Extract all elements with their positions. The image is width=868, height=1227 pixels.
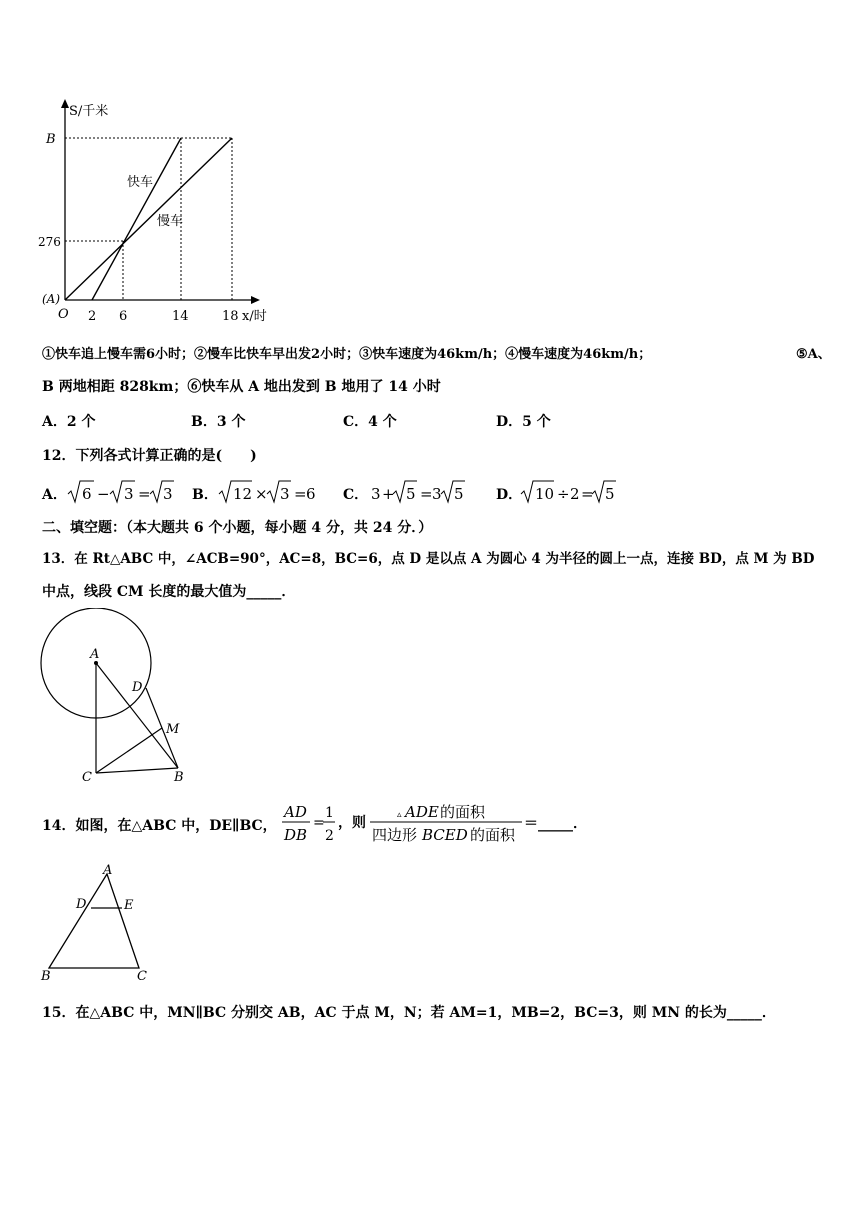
label-A: (A) bbox=[42, 292, 61, 306]
x-tick-6: 6 bbox=[119, 309, 128, 324]
q14-frac-den: DB bbox=[284, 826, 308, 844]
q12-expr-d-rad2: 5 bbox=[605, 485, 615, 503]
q12-expr-a bbox=[66, 478, 176, 506]
label-276: 276 bbox=[38, 235, 61, 249]
q12-label-d: D． bbox=[496, 487, 523, 503]
triangle-ABC bbox=[49, 874, 139, 968]
distance-time-graph bbox=[30, 95, 290, 335]
q12-expr-c-num: 3 bbox=[371, 485, 381, 503]
q14-ratio-num-text: 的面积 bbox=[440, 803, 486, 821]
section-2-heading: 二、填空题：（本大题共 6 个小题，每小题 4 分，共 24 分．） bbox=[42, 520, 433, 536]
label-B14: B bbox=[41, 969, 51, 984]
q14-ratio-num-var: ADE bbox=[405, 803, 439, 821]
q14-suffix: ＝_____． bbox=[524, 816, 587, 832]
q13-line2: 中点，线段 CM 长度的最大值为_____． bbox=[42, 584, 296, 600]
q11-option-c: C．4 个 bbox=[343, 414, 397, 430]
x-tick-2: 2 bbox=[88, 309, 97, 324]
x-axis-arrow bbox=[251, 296, 260, 304]
x-axis-label: x/时 bbox=[242, 309, 267, 324]
q11-statement5-start: ⑤A、 bbox=[796, 347, 831, 362]
q12-expr-a-minus: − bbox=[97, 485, 110, 503]
segment-CM bbox=[96, 728, 162, 773]
segment-CB bbox=[96, 768, 178, 773]
q12-expr-d bbox=[519, 478, 619, 506]
slow-car-label: 慢车 bbox=[157, 214, 184, 229]
q12-expr-b-result: 6 bbox=[306, 485, 316, 503]
label-B13: B bbox=[174, 770, 184, 785]
q12-expr-b-times: × bbox=[255, 485, 268, 503]
label-C14: C bbox=[137, 969, 147, 984]
q12-expr-c-rad2: 5 bbox=[454, 485, 464, 503]
q12-expr-d-rad1: 10 bbox=[535, 485, 555, 503]
q11-statements-line2: B 两地相距 828km；⑥快车从 A 地出发到 B 地用了 14 小时 bbox=[42, 379, 441, 395]
q12-expr-b-rad1: 12 bbox=[233, 485, 253, 503]
q12-expr-a-rad2: 3 bbox=[124, 485, 134, 503]
label-A13: A bbox=[90, 647, 100, 662]
y-axis-label: S/千米 bbox=[69, 104, 109, 119]
q14-then: ，则 bbox=[338, 815, 366, 831]
x-tick-14: 14 bbox=[172, 309, 189, 324]
q12-expr-c-eq: = bbox=[420, 485, 433, 503]
q12-label-b: B． bbox=[192, 487, 218, 503]
q12-expr-d-eq: = bbox=[581, 485, 594, 503]
q14-frac-num: AD bbox=[284, 803, 307, 821]
q14-half-den: 2 bbox=[325, 828, 334, 844]
q11-statements-line1: ①快车追上慢车需6小时；②慢车比快车早出发2小时；③快车速度为46km/h；④慢车速度为46km/h； bbox=[42, 347, 652, 362]
q14-ratio-den-text: 四边形 bbox=[372, 826, 418, 844]
q11-option-d: D．5 个 bbox=[496, 414, 551, 430]
q12-expr-b-eq: = bbox=[294, 485, 307, 503]
label-B: B bbox=[46, 132, 56, 147]
q12-expr-a-rad3: 3 bbox=[163, 485, 173, 503]
q11-option-a: A．2 个 bbox=[42, 414, 96, 430]
segment-AB bbox=[96, 663, 178, 768]
q14-figure bbox=[36, 862, 156, 984]
q14-ratio-num-tri: ▵ bbox=[397, 810, 402, 820]
label-C13: C bbox=[82, 770, 92, 785]
q12-expr-b bbox=[217, 478, 317, 506]
q14-prefix: 14．如图，在△ABC 中，DE∥BC， bbox=[42, 818, 277, 834]
q12-expr-c-plus: + bbox=[382, 485, 395, 503]
q15-text: 15．在△ABC 中，MN∥BC 分别交 AB，AC 于点 M，N；若 AM=1，MB=2，BC=3，则 MN 的长为_____． bbox=[42, 1005, 776, 1021]
q14-ratio-den-text2: 的面积 bbox=[470, 826, 516, 844]
q12-expr-a-rad1: 6 bbox=[82, 485, 92, 503]
q12-expr-d-num: 2 bbox=[570, 485, 580, 503]
y-axis-arrow bbox=[61, 99, 69, 108]
fast-car-label: 快车 bbox=[127, 175, 154, 190]
q12-label-c: C． bbox=[343, 487, 369, 503]
slow-car-line bbox=[65, 138, 232, 300]
q12-stem: 12．下列各式计算正确的是( ) bbox=[42, 448, 257, 464]
label-E14: E bbox=[124, 898, 134, 913]
q12-label-a: A． bbox=[42, 487, 67, 503]
q12-expr-d-div: ÷ bbox=[557, 485, 570, 503]
q12-expr-b-rad2: 3 bbox=[280, 485, 290, 503]
q13-line1: 13．在 Rt△ABC 中，∠ACB=90°，AC=8，BC=6，点 D 是以点 A 为圆心 4 为半径的圆上一点，连接 BD，点 M 为 BD bbox=[42, 551, 815, 567]
q12-expr-c-rad1: 5 bbox=[406, 485, 416, 503]
label-M13: M bbox=[166, 722, 180, 737]
label-A14: A bbox=[103, 863, 113, 878]
q14-ratio-den-var: BCED bbox=[422, 826, 468, 844]
q12-expr-c-coef: 3 bbox=[432, 485, 442, 503]
q14-half-num: 1 bbox=[325, 805, 334, 821]
q11-option-b: B．3 个 bbox=[191, 414, 246, 430]
label-O: O bbox=[58, 307, 69, 322]
q12-expr-c bbox=[369, 478, 469, 506]
q12-expr-a-eq: = bbox=[138, 485, 151, 503]
q14-eq: = bbox=[313, 815, 325, 831]
x-tick-18: 18 bbox=[222, 309, 239, 324]
label-D13: D bbox=[132, 680, 143, 695]
label-D14: D bbox=[76, 897, 87, 912]
q14-formula bbox=[280, 800, 590, 846]
q13-figure bbox=[36, 608, 196, 790]
